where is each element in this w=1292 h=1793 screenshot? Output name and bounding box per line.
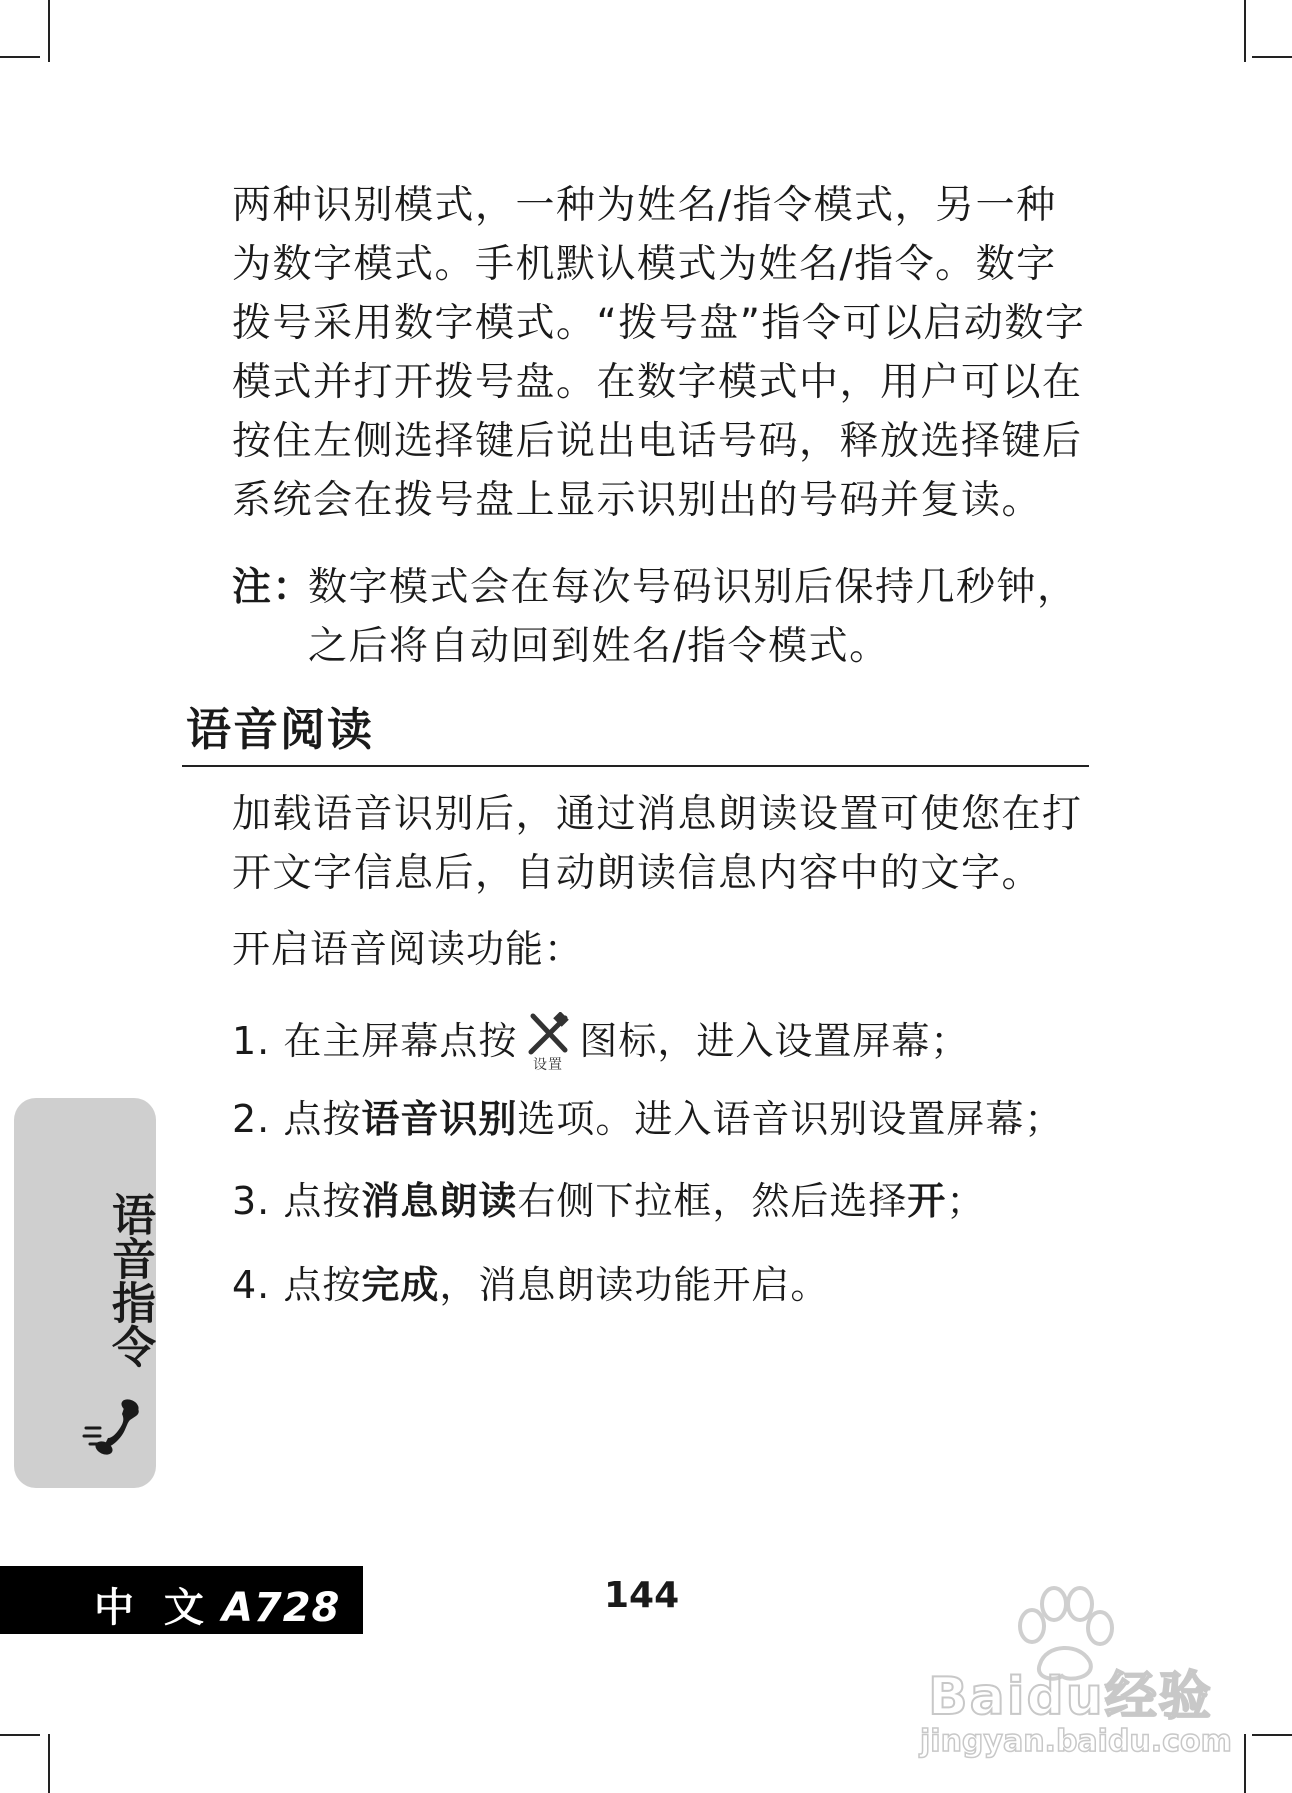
steps-title: 开启语音阅读功能： xyxy=(232,927,584,971)
crop-mark xyxy=(1252,1734,1292,1736)
watermark-url: jingyan.baidu.com xyxy=(920,1724,1232,1759)
step-number: 1. xyxy=(232,1019,271,1063)
crop-mark xyxy=(48,0,50,62)
footer-title xyxy=(94,1576,340,1633)
step-bold: 完成 xyxy=(361,1263,440,1307)
note-text: 数字模式会在每次号码识别后保持几秒钟，之后将自动回到姓名/指令模式。 xyxy=(308,565,1078,669)
step-text: 右侧下拉框，然后选择 xyxy=(517,1179,908,1223)
step-bold: 消息朗读 xyxy=(361,1179,518,1223)
crop-mark xyxy=(1244,0,1246,62)
crop-mark xyxy=(0,1734,40,1736)
body-paragraph: 两种识别模式，一种为姓名/指令模式，另一种为数字模式。手机默认模式为姓名/指令。数字拨号采用数字模式。“拨号盘”指令可以启动数字模式并打开拨号盘。在数字模式中，用户可以在按住左侧选择键后说出电话号码，释放选择键后系统会在拨号盘上显示识别出的号码并复读。 xyxy=(232,183,1086,523)
crop-mark xyxy=(48,1734,50,1793)
step-text: ，消息朗读功能开启。 xyxy=(439,1263,830,1307)
step-text: 图标，进入设置屏幕； xyxy=(579,1019,970,1063)
chapter-side-tab-label: 语音指令 xyxy=(104,1192,155,1368)
step-bold: 语音识别 xyxy=(361,1097,518,1141)
settings-icon-caption: 设置 xyxy=(533,1057,564,1072)
step-text: 选项。进入语音识别设置屏幕； xyxy=(517,1097,1064,1141)
step-bold: 开 xyxy=(907,1179,947,1223)
footer-bar xyxy=(0,1566,363,1634)
step-number: 3. xyxy=(232,1179,271,1223)
crop-mark xyxy=(0,56,40,58)
step-1 xyxy=(232,1012,969,1072)
step-text: 点按 xyxy=(283,1263,362,1307)
watermark-logo: Baidu经验 xyxy=(928,1667,1213,1727)
step-text: ； xyxy=(946,1179,986,1223)
footer-language: 中 文 xyxy=(94,1585,212,1631)
step-3 xyxy=(232,1176,985,1226)
chapter-side-tab xyxy=(14,1098,156,1488)
section-intro: 加载语音识别后，通过消息朗读设置可使您在打开文字信息后，自动朗读信息内容中的文字。 xyxy=(232,792,1083,896)
step-text: 点按 xyxy=(283,1097,362,1141)
step-2 xyxy=(232,1094,1063,1144)
step-text: 在主屏幕点按 xyxy=(283,1019,518,1063)
watermark xyxy=(920,1586,1232,1776)
phone-icon xyxy=(82,1398,146,1456)
heading-rule xyxy=(182,765,1089,767)
step-number: 4. xyxy=(232,1263,271,1307)
section-heading: 语音阅读 xyxy=(186,703,375,756)
step-text: 点按 xyxy=(283,1179,362,1223)
crop-mark xyxy=(1252,56,1292,58)
crop-mark xyxy=(1244,1734,1246,1793)
page-number: 144 xyxy=(604,1575,680,1616)
step-number: 2. xyxy=(232,1097,271,1141)
settings-icon xyxy=(521,1012,575,1072)
step-4 xyxy=(232,1260,829,1310)
note-label: 注： xyxy=(232,565,314,610)
footer-model: A728 xyxy=(221,1585,341,1631)
